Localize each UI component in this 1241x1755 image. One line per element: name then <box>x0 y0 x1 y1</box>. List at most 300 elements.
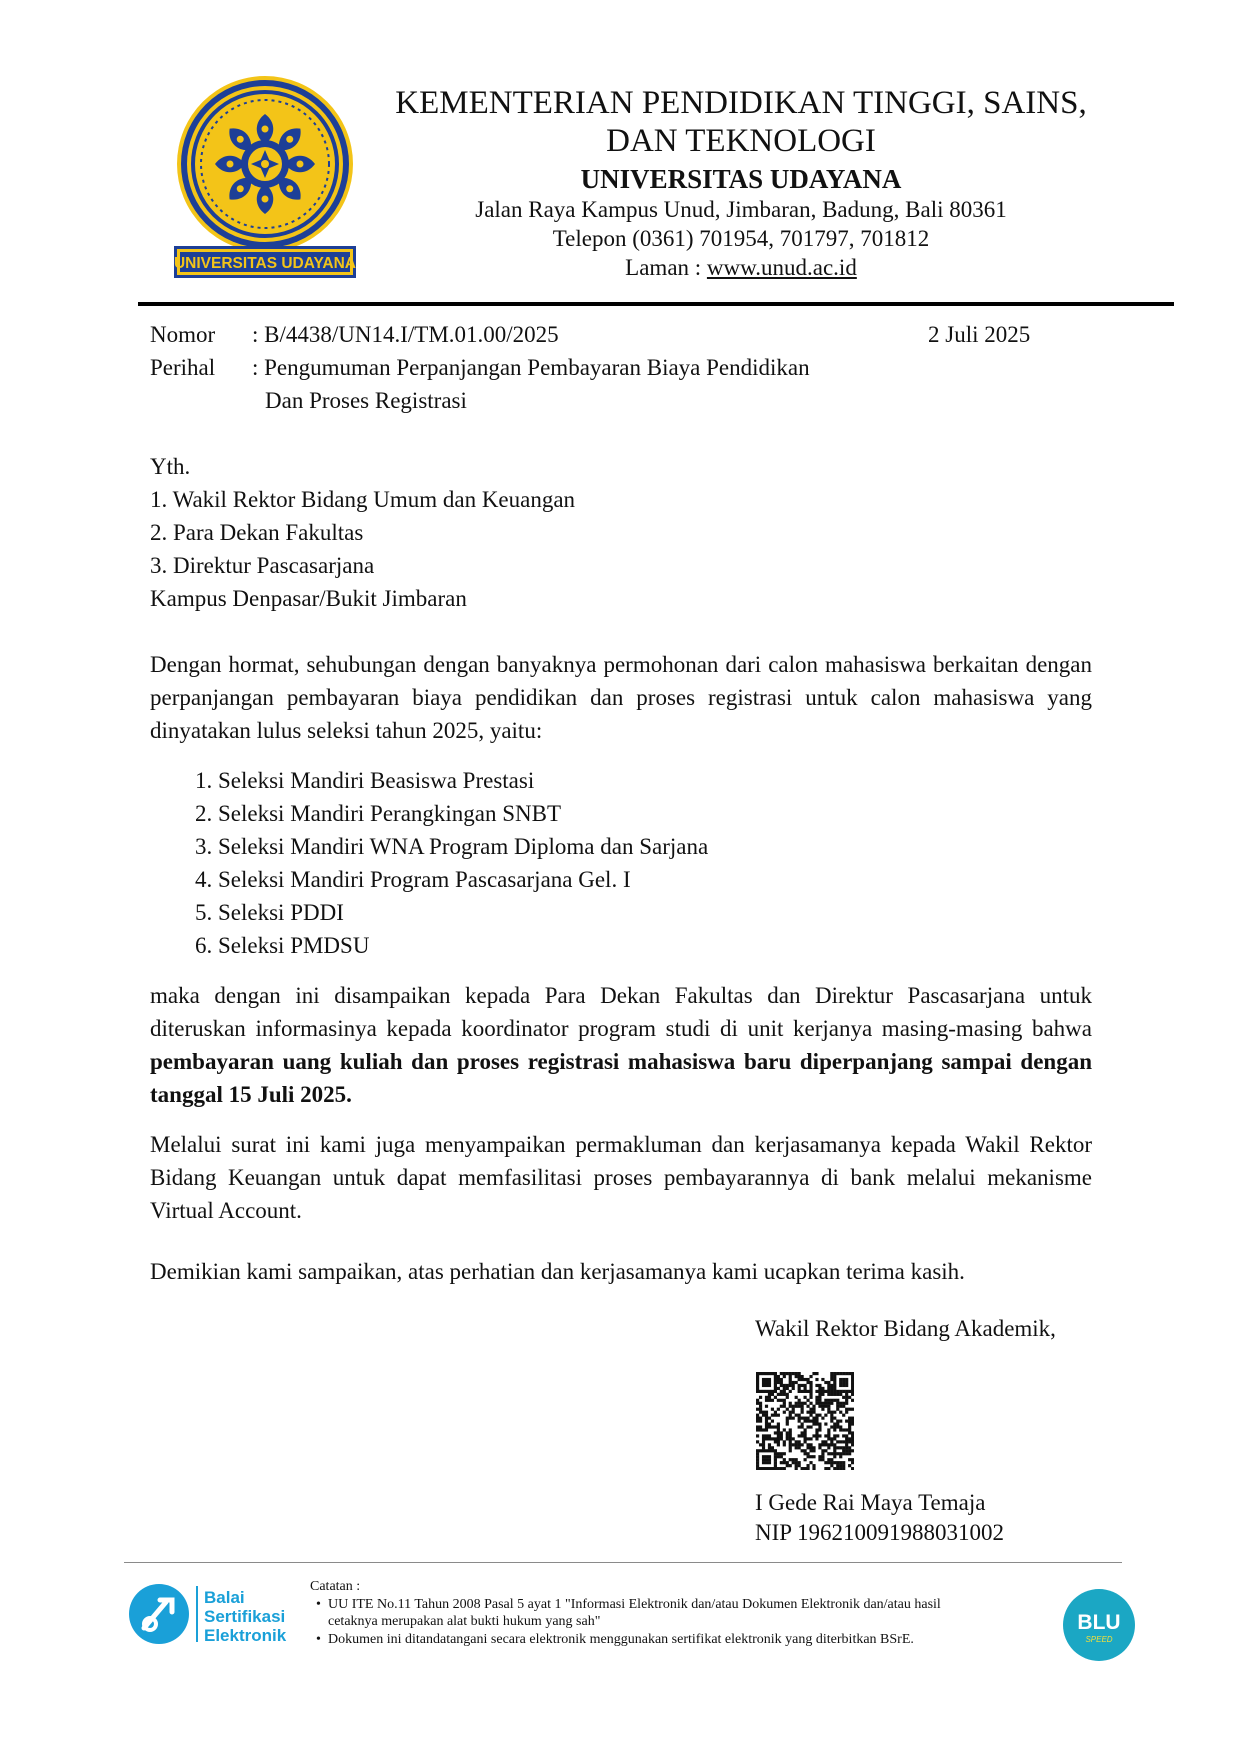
qr-module <box>780 1437 783 1440</box>
qr-module <box>851 1422 854 1425</box>
qr-module <box>827 1458 830 1461</box>
qr-module <box>836 1408 839 1411</box>
qr-module <box>806 1417 809 1420</box>
qr-module <box>806 1425 809 1428</box>
qr-module <box>762 1428 765 1431</box>
qr-module <box>792 1372 795 1375</box>
qr-module <box>765 1434 768 1437</box>
qr-module <box>771 1467 774 1470</box>
qr-module <box>795 1375 798 1378</box>
bsre-line3: Elektronik <box>204 1626 287 1645</box>
qr-module <box>815 1402 818 1405</box>
qr-module <box>768 1446 771 1449</box>
qr-module <box>780 1434 783 1437</box>
salutation: Yth. <box>150 454 191 479</box>
qr-module <box>789 1440 792 1443</box>
qr-module <box>809 1425 812 1428</box>
qr-module <box>774 1458 777 1461</box>
subject-label: Perihal <box>150 355 216 380</box>
qr-module <box>812 1446 815 1449</box>
signature-qr-code <box>756 1372 854 1470</box>
qr-module <box>836 1393 839 1396</box>
qr-module <box>774 1455 777 1458</box>
qr-module <box>848 1408 851 1411</box>
qr-module <box>833 1443 836 1446</box>
qr-module <box>833 1425 836 1428</box>
qr-module <box>792 1411 795 1414</box>
qr-module <box>845 1437 848 1440</box>
qr-module <box>842 1396 845 1399</box>
qr-module <box>774 1452 777 1455</box>
qr-module <box>777 1408 780 1411</box>
qr-module <box>851 1417 854 1420</box>
qr-module <box>765 1399 768 1402</box>
signatory-nip: NIP 196210091988031002 <box>755 1520 1004 1545</box>
qr-module <box>783 1402 786 1405</box>
qr-module <box>848 1458 851 1461</box>
bsre-logo <box>126 1578 306 1648</box>
qr-module <box>771 1399 774 1402</box>
qr-module <box>789 1431 792 1434</box>
qr-module <box>786 1417 789 1420</box>
extension-text: maka dengan ini disampaikan kepada Para Dekan Fakultas dan Direktur Pascasarjana untuk diteruskan informasinya kepada koordinator program studi di unit kerjanya masing-masing bahwa <box>150 983 1092 1041</box>
qr-module <box>848 1437 851 1440</box>
qr-module <box>768 1437 771 1440</box>
qr-module <box>821 1440 824 1443</box>
qr-module <box>851 1461 854 1464</box>
qr-module <box>759 1443 762 1446</box>
qr-module <box>845 1411 848 1414</box>
qr-module <box>827 1443 830 1446</box>
qr-module <box>827 1384 830 1387</box>
qr-module <box>774 1384 777 1387</box>
qr-module <box>809 1446 812 1449</box>
qr-module <box>809 1411 812 1414</box>
qr-module <box>839 1428 842 1431</box>
qr-module <box>839 1372 842 1375</box>
qr-module <box>777 1422 780 1425</box>
qr-module <box>798 1443 801 1446</box>
selection-item: 5. Seleksi PDDI <box>195 900 344 925</box>
qr-module <box>774 1411 777 1414</box>
qr-module <box>827 1446 830 1449</box>
qr-module <box>833 1452 836 1455</box>
qr-module <box>848 1422 851 1425</box>
qr-module <box>812 1455 815 1458</box>
qr-module <box>789 1437 792 1440</box>
qr-module <box>789 1390 792 1393</box>
signatory-name: I Gede Rai Maya Temaja <box>755 1490 986 1515</box>
qr-module <box>780 1381 783 1384</box>
qr-module <box>804 1378 807 1381</box>
qr-module <box>833 1378 836 1381</box>
qr-module <box>804 1384 807 1387</box>
letter-date: 2 Juli 2025 <box>928 322 1031 347</box>
qr-module <box>824 1414 827 1417</box>
qr-module <box>801 1449 804 1452</box>
qr-module <box>765 1396 768 1399</box>
qr-module <box>839 1420 842 1423</box>
qr-module <box>821 1405 824 1408</box>
qr-module <box>756 1455 759 1458</box>
qr-module <box>845 1434 848 1437</box>
qr-module <box>801 1434 804 1437</box>
qr-module <box>845 1428 848 1431</box>
qr-module <box>777 1375 780 1378</box>
qr-module <box>827 1399 830 1402</box>
qr-module <box>812 1408 815 1411</box>
qr-module <box>836 1434 839 1437</box>
qr-module <box>783 1390 786 1393</box>
intro-paragraph: Dengan hormat, sehubungan dengan banyaknya permohonan dari calon mahasiswa berkaitan dengan perpanjangan pembayaran biaya pendidikan dan proses registrasi untuk calon mahasiswa yang dinyatakan lulus seleksi tahun 2025, yaitu: <box>150 652 1092 743</box>
qr-module <box>830 1417 833 1420</box>
qr-module <box>795 1464 798 1467</box>
qr-module <box>830 1390 833 1393</box>
qr-module <box>804 1431 807 1434</box>
qr-module <box>756 1428 759 1431</box>
qr-module <box>759 1402 762 1405</box>
qr-module <box>765 1390 768 1393</box>
qr-module <box>851 1443 854 1446</box>
qr-module <box>818 1384 821 1387</box>
qr-module <box>777 1452 780 1455</box>
qr-module <box>809 1443 812 1446</box>
bullet-icon: • <box>316 1632 321 1647</box>
qr-module <box>851 1420 854 1423</box>
qr-module <box>771 1408 774 1411</box>
qr-module <box>812 1420 815 1423</box>
qr-module <box>815 1417 818 1420</box>
qr-module <box>774 1390 777 1393</box>
qr-module <box>795 1467 798 1470</box>
qr-module <box>839 1402 842 1405</box>
qr-module <box>756 1378 759 1381</box>
qr-module <box>815 1420 818 1423</box>
qr-module <box>851 1458 854 1461</box>
qr-module <box>780 1467 783 1470</box>
qr-module <box>827 1467 830 1470</box>
qr-module <box>765 1461 768 1464</box>
qr-module <box>812 1449 815 1452</box>
qr-module <box>783 1393 786 1396</box>
qr-module <box>765 1378 768 1381</box>
qr-module <box>795 1381 798 1384</box>
qr-module <box>756 1417 759 1420</box>
qr-module <box>845 1381 848 1384</box>
qr-module <box>756 1449 759 1452</box>
qr-module <box>806 1411 809 1414</box>
qr-module <box>789 1446 792 1449</box>
qr-module <box>777 1425 780 1428</box>
qr-module <box>827 1390 830 1393</box>
qr-module <box>777 1399 780 1402</box>
qr-module <box>836 1422 839 1425</box>
qr-module <box>774 1381 777 1384</box>
qr-module <box>845 1393 848 1396</box>
qr-module <box>789 1405 792 1408</box>
qr-module <box>756 1461 759 1464</box>
qr-module <box>842 1440 845 1443</box>
qr-module <box>818 1387 821 1390</box>
recipient-item: 2. Para Dekan Fakultas <box>150 520 364 545</box>
website-link[interactable]: www.unud.ac.id <box>706 255 857 280</box>
qr-module <box>815 1428 818 1431</box>
qr-module <box>818 1455 821 1458</box>
qr-module <box>815 1378 818 1381</box>
qr-module <box>780 1390 783 1393</box>
qr-module <box>765 1417 768 1420</box>
qr-module <box>801 1467 804 1470</box>
qr-module <box>765 1411 768 1414</box>
qr-module <box>783 1428 786 1431</box>
qr-module <box>768 1443 771 1446</box>
qr-module <box>789 1375 792 1378</box>
qr-module <box>815 1399 818 1402</box>
udayana-logo <box>172 74 358 282</box>
qr-module <box>836 1446 839 1449</box>
qr-module <box>815 1434 818 1437</box>
qr-module <box>783 1372 786 1375</box>
qr-module <box>756 1408 759 1411</box>
qr-module <box>789 1378 792 1381</box>
qr-module <box>821 1443 824 1446</box>
qr-module <box>821 1387 824 1390</box>
qr-module <box>789 1434 792 1437</box>
qr-module <box>830 1414 833 1417</box>
qr-module <box>830 1372 833 1375</box>
qr-module <box>836 1452 839 1455</box>
qr-module <box>851 1384 854 1387</box>
qr-module <box>792 1458 795 1461</box>
qr-module <box>824 1390 827 1393</box>
qr-module <box>795 1440 798 1443</box>
qr-module <box>839 1455 842 1458</box>
qr-module <box>771 1393 774 1396</box>
qr-module <box>774 1378 777 1381</box>
qr-module <box>848 1446 851 1449</box>
qr-module <box>762 1458 765 1461</box>
qr-module <box>771 1390 774 1393</box>
qr-module <box>783 1411 786 1414</box>
qr-module <box>789 1384 792 1387</box>
qr-module <box>812 1422 815 1425</box>
qr-module <box>756 1452 759 1455</box>
website <box>372 254 1110 282</box>
qr-module <box>836 1464 839 1467</box>
qr-module <box>833 1375 836 1378</box>
qr-module <box>821 1378 824 1381</box>
qr-module <box>765 1372 768 1375</box>
qr-module <box>789 1458 792 1461</box>
qr-module <box>801 1417 804 1420</box>
qr-module <box>774 1396 777 1399</box>
qr-module <box>809 1437 812 1440</box>
recipient-item: 3. Direktur Pascasarjana <box>150 553 375 578</box>
qr-module <box>795 1414 798 1417</box>
qr-module <box>842 1434 845 1437</box>
qr-module <box>804 1449 807 1452</box>
qr-module <box>801 1402 804 1405</box>
qr-module <box>798 1375 801 1378</box>
qr-module <box>801 1378 804 1381</box>
qr-module <box>795 1458 798 1461</box>
qr-module <box>836 1402 839 1405</box>
qr-module <box>830 1411 833 1414</box>
qr-module <box>845 1440 848 1443</box>
qr-module <box>839 1405 842 1408</box>
qr-module <box>801 1384 804 1387</box>
qr-module <box>818 1434 821 1437</box>
qr-module <box>824 1461 827 1464</box>
selection-item: 4. Seleksi Mandiri Program Pascasarjana Gel. I <box>195 867 631 892</box>
qr-module <box>756 1440 759 1443</box>
qr-module <box>821 1390 824 1393</box>
qr-module <box>792 1408 795 1411</box>
qr-module <box>812 1411 815 1414</box>
qr-module <box>842 1384 845 1387</box>
qr-module <box>839 1440 842 1443</box>
qr-module <box>756 1464 759 1467</box>
qr-module <box>818 1396 821 1399</box>
qr-module <box>789 1402 792 1405</box>
qr-module <box>762 1446 765 1449</box>
qr-module <box>809 1390 812 1393</box>
qr-module <box>786 1420 789 1423</box>
qr-module <box>848 1417 851 1420</box>
qr-module <box>801 1425 804 1428</box>
qr-module <box>765 1420 768 1423</box>
qr-module <box>839 1381 842 1384</box>
qr-module <box>789 1417 792 1420</box>
qr-module <box>804 1402 807 1405</box>
qr-module <box>783 1387 786 1390</box>
qr-module <box>851 1393 854 1396</box>
qr-module <box>815 1372 818 1375</box>
qr-module <box>815 1422 818 1425</box>
qr-module <box>809 1420 812 1423</box>
qr-module <box>827 1431 830 1434</box>
qr-module <box>789 1414 792 1417</box>
qr-module <box>833 1428 836 1431</box>
qr-module <box>756 1384 759 1387</box>
qr-module <box>830 1420 833 1423</box>
qr-module <box>848 1425 851 1428</box>
qr-module <box>806 1467 809 1470</box>
qr-module <box>839 1425 842 1428</box>
bsre-line1: Balai <box>204 1588 245 1607</box>
qr-module <box>771 1446 774 1449</box>
qr-module <box>801 1431 804 1434</box>
qr-module <box>851 1381 854 1384</box>
qr-module <box>798 1384 801 1387</box>
qr-module <box>833 1437 836 1440</box>
qr-module <box>768 1422 771 1425</box>
recipient-item: 1. Wakil Rektor Bidang Umum dan Keuangan <box>150 487 576 512</box>
qr-module <box>786 1387 789 1390</box>
qr-module <box>777 1393 780 1396</box>
qr-module <box>759 1405 762 1408</box>
qr-module <box>818 1402 821 1405</box>
qr-module <box>798 1434 801 1437</box>
qr-module <box>842 1378 845 1381</box>
qr-module <box>765 1458 768 1461</box>
qr-module <box>759 1467 762 1470</box>
qr-module <box>848 1428 851 1431</box>
qr-module <box>815 1390 818 1393</box>
qr-module <box>765 1422 768 1425</box>
qr-module <box>806 1443 809 1446</box>
signatory-title: Wakil Rektor Bidang Akademik, <box>755 1316 1056 1341</box>
qr-module <box>842 1461 845 1464</box>
qr-module <box>830 1464 833 1467</box>
qr-module <box>848 1440 851 1443</box>
qr-module <box>768 1425 771 1428</box>
qr-module <box>827 1393 830 1396</box>
qr-module <box>762 1384 765 1387</box>
qr-module <box>756 1414 759 1417</box>
qr-module <box>768 1449 771 1452</box>
qr-module <box>836 1390 839 1393</box>
qr-module <box>836 1440 839 1443</box>
qr-module <box>777 1428 780 1431</box>
qr-module <box>851 1399 854 1402</box>
qr-module <box>809 1414 812 1417</box>
qr-module <box>830 1378 833 1381</box>
qr-module <box>836 1425 839 1428</box>
qr-module <box>839 1390 842 1393</box>
qr-module <box>786 1422 789 1425</box>
ministry-name-line2: DAN TEKNOLOGI <box>606 123 876 159</box>
qr-module <box>812 1467 815 1470</box>
qr-module <box>783 1399 786 1402</box>
qr-module <box>804 1390 807 1393</box>
qr-module <box>801 1408 804 1411</box>
qr-module <box>786 1434 789 1437</box>
qr-module <box>798 1425 801 1428</box>
qr-module <box>765 1467 768 1470</box>
qr-module <box>824 1422 827 1425</box>
blu-sub-text: SPEED <box>1085 1635 1113 1644</box>
qr-module <box>806 1381 809 1384</box>
qr-module <box>848 1390 851 1393</box>
qr-module <box>765 1425 768 1428</box>
qr-module <box>848 1431 851 1434</box>
qr-module <box>848 1420 851 1423</box>
qr-module <box>833 1455 836 1458</box>
qr-module <box>842 1467 845 1470</box>
qr-module <box>759 1372 762 1375</box>
qr-module <box>780 1405 783 1408</box>
qr-module <box>780 1399 783 1402</box>
qr-module <box>783 1375 786 1378</box>
qr-module <box>759 1408 762 1411</box>
qr-module <box>756 1390 759 1393</box>
qr-module <box>806 1405 809 1408</box>
qr-module <box>830 1399 833 1402</box>
qr-module <box>798 1405 801 1408</box>
qr-module <box>777 1387 780 1390</box>
qr-module <box>804 1467 807 1470</box>
qr-module <box>833 1381 836 1384</box>
qr-module <box>809 1384 812 1387</box>
qr-module <box>762 1437 765 1440</box>
qr-module <box>809 1387 812 1390</box>
ministry-name-line1: KEMENTERIAN PENDIDIKAN TINGGI, SAINS, <box>395 85 1087 121</box>
qr-module <box>809 1393 812 1396</box>
qr-module <box>789 1428 792 1431</box>
qr-module <box>845 1449 848 1452</box>
qr-module <box>765 1449 768 1452</box>
